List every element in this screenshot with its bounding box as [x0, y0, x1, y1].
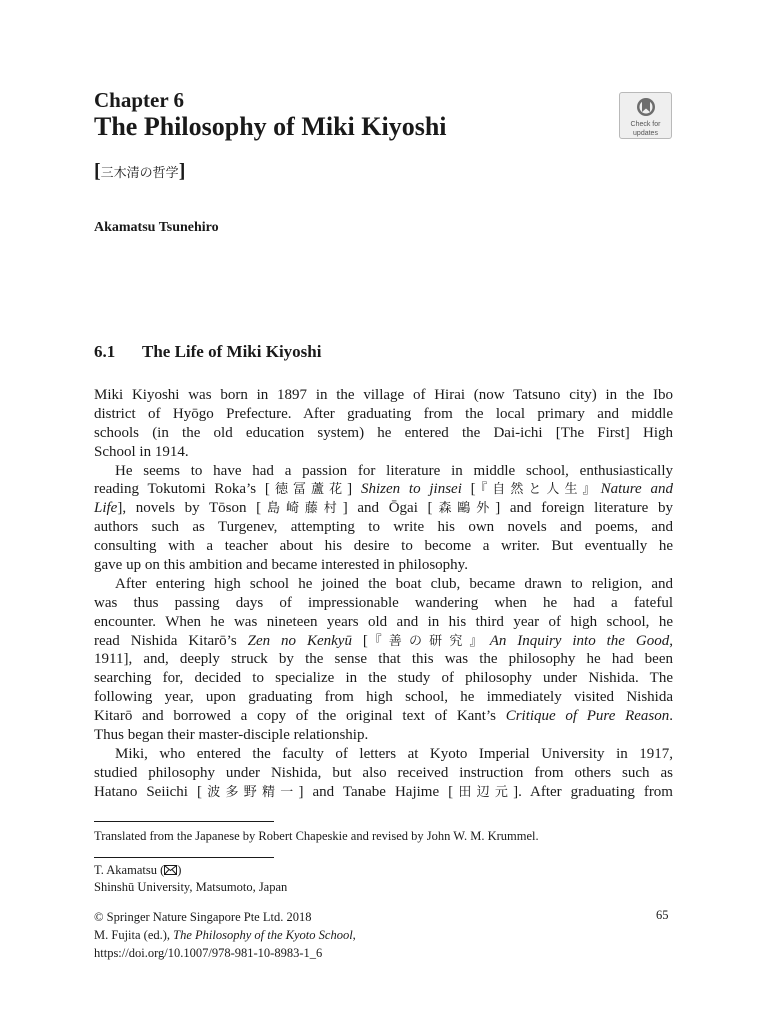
paragraph-1 [94, 386, 673, 462]
italic-title: An Inquiry into the Good [489, 632, 670, 649]
text-line: district of Hyōgo Prefecture. After graduating from the local primary and middle [94, 405, 673, 422]
badge-line-2: updates [633, 130, 658, 137]
chapter-title: The Philosophy of Miki Kiyoshi [94, 112, 447, 141]
text-line: gave up on this ambition and became interested in philosophy. [94, 557, 468, 574]
japanese-text: 徳冨蘆花 [269, 482, 348, 498]
badge-line-1: Check for [630, 121, 661, 128]
paragraph-2 [94, 462, 673, 575]
italic-title: Life [94, 500, 118, 517]
text-line: was thus passing days of impressionable wandering when he had a fateful [94, 594, 673, 611]
citation-line: M. Fujita (ed.), The Philosophy of the Kyoto School, [94, 928, 356, 942]
text-line: 1911], and, deeply struck by the sense that this was the philosophy he had been [94, 651, 673, 668]
italic-title: Shizen to jinsei [360, 481, 462, 498]
author-affiliation: Shinshū University, Matsumoto, Japan [94, 880, 288, 894]
book-title: The Philosophy of the Kyoto School [173, 928, 353, 942]
bracket-close: ] [178, 160, 186, 182]
japanese-text: 田辺元 [453, 784, 514, 800]
chapter-label: Chapter 6 [94, 88, 185, 112]
text-line: He seems to have had a passion for literature in middle school, enthusiastically [115, 462, 673, 479]
section-heading [94, 342, 321, 362]
italic-title: Critique of Pure Reason [505, 708, 670, 725]
paragraph-3 [94, 575, 673, 745]
text-line: Life], novels by Tōson [島崎藤村] and Ōgai [森鷗外] and foreign literature by [94, 500, 673, 517]
text-line: School in 1914. [94, 443, 189, 460]
affiliation-divider [94, 857, 274, 858]
japanese-text: 波多野精一 [201, 784, 299, 800]
page-number: 65 [656, 908, 669, 922]
japanese-text: 『善の研究』 [367, 633, 490, 649]
text-line: following year, upon graduating from high school, he immediately visited Nishida [94, 689, 673, 706]
text-line: After entering high school he joined the boat club, became drawn to religion, and [115, 575, 673, 592]
text-line: encounter. When he was nineteen years old and in his third year of high school, he [94, 613, 673, 630]
japanese-text: 島崎藤村 [261, 501, 343, 517]
check-for-updates-badge[interactable] [619, 92, 672, 139]
italic-title: Zen no Kenkyū [247, 632, 352, 649]
japanese-title-text: 三木清の哲学 [100, 166, 179, 181]
copyright-block [94, 908, 356, 962]
text-line: searching for, decided to specialize in the study of philosophy under Nishida. The [94, 670, 673, 687]
text-line: Kitarō and borrowed a copy of the original text of Kant’s Critique of Pure Reason. [94, 708, 673, 725]
doi-link[interactable]: https://doi.org/10.1007/978-981-10-8983-1_6 [94, 946, 323, 960]
japanese-title [94, 160, 185, 183]
section-title: The Life of Miki Kiyoshi [142, 342, 322, 361]
bookmark-ribbon-icon [636, 97, 656, 119]
text-line: Miki, who entered the faculty of letters at Kyoto Imperial University in 1917, [115, 745, 673, 762]
text-line: Miki Kiyoshi was born in 1897 in the village of Hirai (now Tatsuno city) in the Ibo [94, 387, 673, 403]
copyright-line: © Springer Nature Singapore Pte Ltd. 2018 [94, 910, 312, 924]
japanese-text: 森鷗外 [432, 501, 496, 517]
paragraph-4 [94, 745, 673, 802]
author-contact: T. Akamatsu ( ) [94, 863, 182, 877]
translation-note: Translated from the Japanese by Robert Chapeskie and revised by John W. M. Krummel. [94, 829, 539, 843]
text-line: schools (in the old education system) he entered the Dai-ichi [The First] High [94, 424, 673, 441]
text-line: Thus began their master-disciple relationship. [94, 727, 369, 744]
text-line: read Nishida Kitarō’s Zen no Kenkyū [『善の研究』An Inquiry into the Good, [94, 632, 673, 649]
author-name: Akamatsu Tsunehiro [94, 220, 219, 235]
body-text [94, 386, 673, 802]
text-line: reading Tokutomi Roka’s [徳冨蘆花] Shizen to jinsei [『自然と人生』Nature and [94, 481, 673, 498]
text-line: studied philosophy under Nishida, but also received instruction from others such as [94, 764, 673, 781]
text-line: authors such as Turgenev, attempting to write his own novels and poems, and [94, 519, 673, 536]
italic-title: Nature and [600, 481, 673, 498]
bracket-open: [ [94, 160, 101, 182]
footnote-divider [94, 821, 274, 822]
japanese-text: 『自然と人生』 [475, 482, 601, 498]
envelope-icon[interactable] [164, 865, 177, 875]
text-line: Hatano Seiichi [波多野精一] and Tanabe Hajime [田辺元]. After graduating from [94, 783, 673, 800]
text-line: consulting with a teacher about his desire to become a writer. But eventually he [94, 538, 673, 555]
section-number: 6.1 [94, 342, 116, 361]
